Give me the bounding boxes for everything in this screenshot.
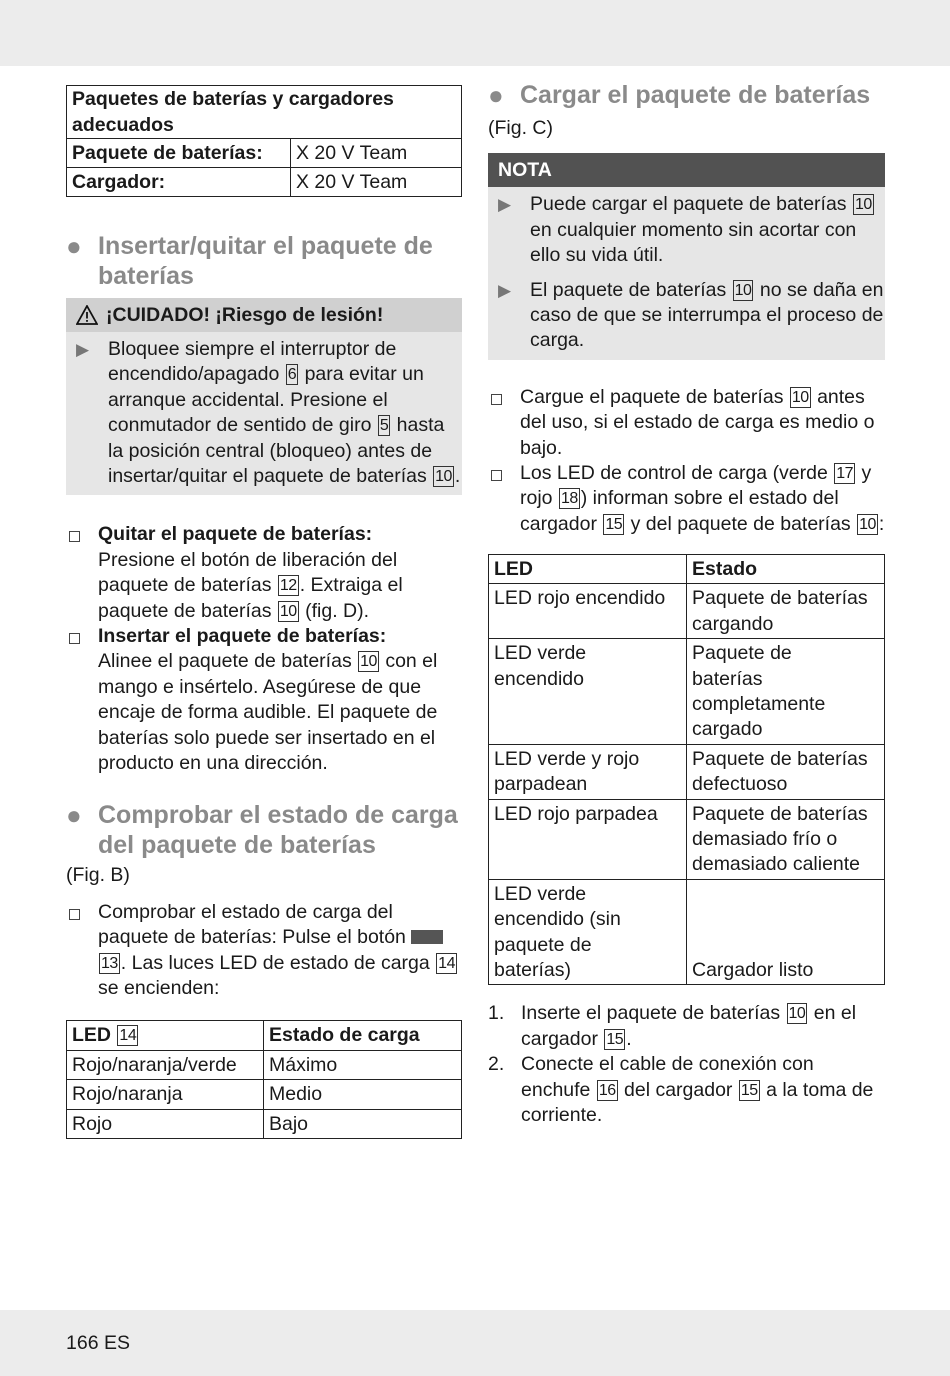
checkbox-square-icon: [66, 900, 98, 1002]
steps-list: [488, 1001, 885, 1128]
table-row: Rojo Bajo: [67, 1109, 462, 1139]
checkbox-square-icon: [66, 624, 98, 776]
checkbox-square-icon: [66, 522, 98, 624]
item-text: Comprobar el estado de carga del paquete de baterías: Pulse el botón 13 . Las luces LED de estado de carga 14 se encienden:: [98, 900, 455, 1000]
page-number: 166 ES: [66, 1332, 130, 1354]
bullet-dot-icon: ●: [66, 231, 82, 261]
footer-bar: [0, 1310, 950, 1376]
figure-ref: (Fig. B): [66, 863, 130, 886]
item-title: Insertar el paquete de baterías:: [98, 625, 387, 648]
compat-cell: Cargador:: [67, 168, 291, 197]
note-box: [488, 153, 885, 359]
arrow-right-icon: ▶: [498, 280, 512, 300]
section-heading-check: ● Comprobar el estado de carga del paquete de baterías: [66, 799, 458, 859]
table-row: LED verde encendido Paquete de baterías completamente cargado: [489, 639, 885, 745]
compat-header: Paquetes de baterías y cargadores adecuados: [67, 86, 462, 139]
table-row: LED verde y rojo parpadean Paquete de baterías defectuoso: [489, 744, 885, 799]
table-header: Estado: [687, 555, 885, 584]
compat-cell: X 20 V Team: [291, 168, 462, 197]
item-text: Alinee el paquete de baterías 10 con el mango e insértelo. Asegúrese de que encaje de forma audible. El paquete de baterías solo puede ser insertado en el producto en una dirección.: [98, 650, 438, 775]
top-bar: [0, 0, 950, 66]
table-row: Rojo/naranja Medio: [67, 1080, 462, 1110]
compat-cell: X 20 V Team: [291, 139, 462, 168]
warning-box: [66, 298, 462, 495]
section-heading-insert: ● Insertar/quitar el paquete de baterías: [66, 231, 433, 290]
note-item: ▶ El paquete de baterías 10 no se daña en caso de que se interrumpa el proceso de carga.: [488, 273, 885, 360]
list-item: Los LED de control de carga (verde 17 y rojo 18 ) informan sobre el estado del cargador 15 y del paquete de baterías 10 :: [488, 461, 885, 537]
note-item: ▶ Puede cargar el paquete de baterías 10 en cualquier momento sin acortar con ello su vida útil.: [488, 187, 885, 272]
warning-triangle-icon: [76, 305, 98, 325]
charge-level-table: [66, 1020, 462, 1140]
item-title: Quitar el paquete de baterías:: [98, 523, 373, 546]
list-item: [66, 522, 462, 624]
checkbox-square-icon: [488, 385, 520, 461]
table-row: LED verde encendido (sin paquete de baterías) Cargador listo: [489, 879, 885, 985]
battery-button-icon: [411, 930, 443, 944]
compat-cell: Paquete de baterías:: [67, 139, 291, 168]
led-status-table: [488, 554, 885, 985]
table-row: LED rojo parpadea Paquete de baterías demasiado frío o demasiado caliente: [489, 799, 885, 879]
list-item: Cargue el paquete de baterías 10 antes del uso, si el estado de carga es medio o bajo.: [488, 385, 885, 461]
warning-title: ¡CUIDADO! ¡Riesgo de lesión!: [106, 304, 384, 326]
table-row: Rojo/naranja/verde Máximo: [67, 1050, 462, 1080]
list-item: 2. Conecte el cable de conexión con enchufe 16 del cargador 15 a la toma de corriente.: [488, 1053, 874, 1126]
list-item: [66, 900, 462, 1002]
bullet-dot-icon: ●: [488, 80, 504, 110]
charge-list: [488, 385, 885, 537]
section-heading-charge: ● Cargar el paquete de baterías: [488, 80, 871, 110]
note-header: NOTA: [488, 153, 885, 187]
table-header: LED 14: [67, 1020, 264, 1050]
insert-list: [66, 522, 462, 776]
checkbox-square-icon: [488, 461, 520, 537]
compat-table: [66, 85, 462, 197]
bullet-dot-icon: ●: [66, 799, 82, 830]
table-header: Estado de carga: [264, 1020, 462, 1050]
list-item: 1. Inserte el paquete de baterías 10 en el cargador 15 .: [488, 1002, 857, 1050]
warning-item: [66, 332, 462, 495]
table-row: LED rojo encendido Paquete de baterías cargando: [489, 584, 885, 639]
warning-header: [66, 298, 462, 332]
list-item: [66, 624, 462, 776]
warning-text: Bloquee siempre el interruptor de encendido/apagado 6 para evitar un arranque accidental. Presione el conmutador de sentido de giro 5 hasta la posición central (bloqueo) antes de insertar/quitar el paquete de baterías 10 .: [108, 338, 461, 488]
table-header: LED: [489, 555, 687, 584]
arrow-right-icon: ▶: [498, 195, 512, 215]
figure-ref: (Fig. C): [488, 117, 553, 139]
arrow-right-icon: ▶: [76, 340, 90, 359]
item-text: Presione el botón de liberación del paquete de baterías 12 . Extraiga el paquete de baterías 10 (fig. D).: [98, 548, 403, 622]
left-column: [66, 85, 462, 1139]
right-column: [488, 80, 885, 1128]
